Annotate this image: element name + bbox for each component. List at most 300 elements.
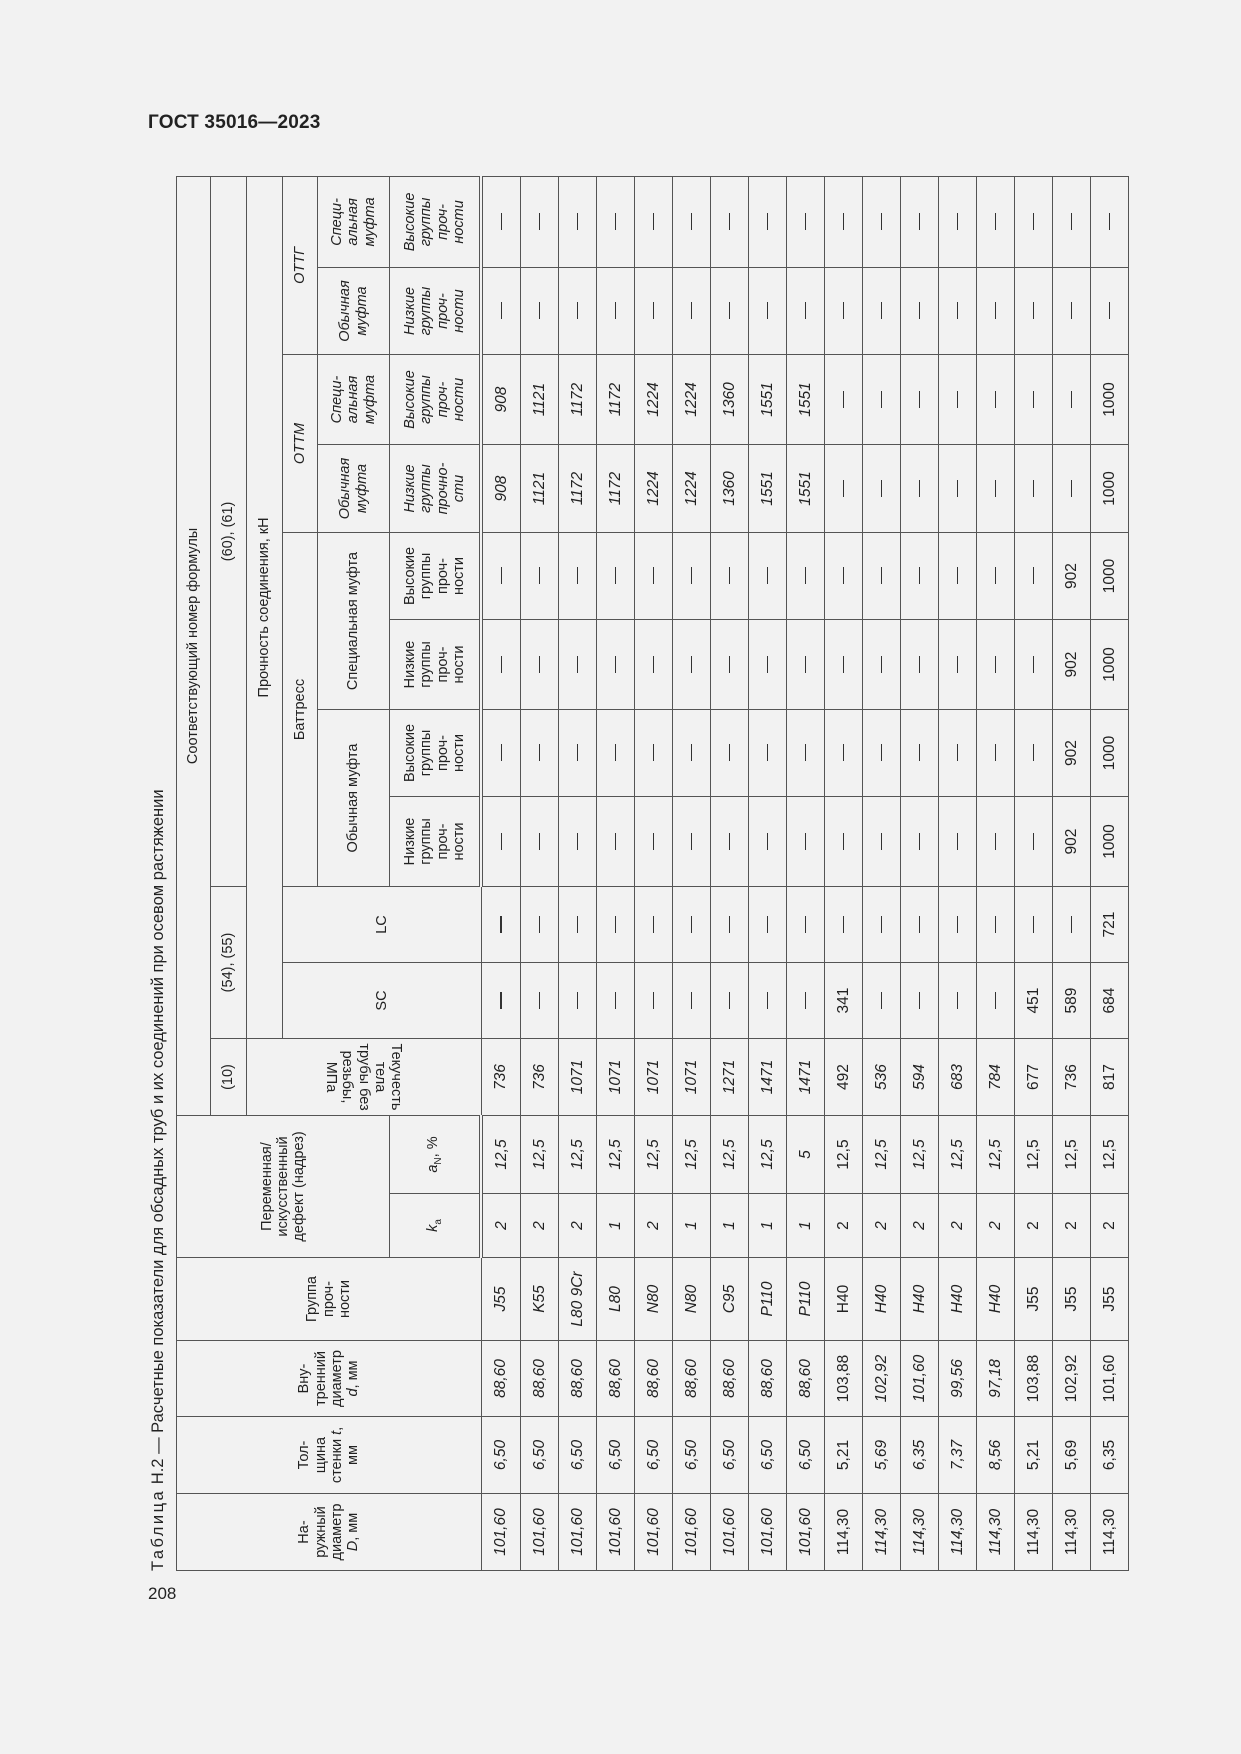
cell-sc xyxy=(863,963,901,1039)
cell-ka: 2 xyxy=(863,1194,901,1258)
dash-mark xyxy=(539,213,541,230)
cell-ottg_reg xyxy=(901,268,939,355)
cell-ottg_spec xyxy=(597,176,635,267)
cell-D: 101,60 xyxy=(787,1494,825,1571)
cell-sc xyxy=(559,963,597,1039)
dash-mark xyxy=(615,213,617,230)
cell-b_spec_low xyxy=(901,620,939,710)
dash-mark xyxy=(995,213,997,230)
header-ottm: ОТТМ xyxy=(283,355,318,533)
cell-sc xyxy=(749,963,787,1039)
cell-aN: 12,5 xyxy=(863,1116,901,1194)
cell-D: 101,60 xyxy=(521,1494,559,1571)
dash-mark xyxy=(1071,391,1073,408)
dash-mark xyxy=(577,745,579,762)
cell-lc xyxy=(901,887,939,963)
cell-b_spec_low xyxy=(749,620,787,710)
cell-sc xyxy=(673,963,711,1039)
cell-group: L80 xyxy=(597,1258,635,1341)
dash-mark xyxy=(729,303,731,320)
cell-b_reg_low xyxy=(673,797,711,887)
dash-mark xyxy=(653,833,655,850)
cell-ottg_spec xyxy=(1015,176,1053,267)
cell-d: 103,88 xyxy=(1015,1341,1053,1417)
dash-mark xyxy=(615,916,617,933)
cell-d: 101,60 xyxy=(1091,1341,1129,1417)
dash-mark xyxy=(500,916,502,933)
dash-mark xyxy=(957,745,959,762)
cell-group: H40 xyxy=(939,1258,977,1341)
cell-yield: 594 xyxy=(901,1039,939,1116)
cell-aN: 12,5 xyxy=(1053,1116,1091,1194)
dash-mark xyxy=(995,992,997,1009)
header-formula-54-55: (54), (55) xyxy=(211,887,247,1039)
dash-mark xyxy=(767,916,769,933)
cell-t: 6,50 xyxy=(597,1417,635,1494)
cell-yield: 536 xyxy=(863,1039,901,1116)
cell-b_reg_low xyxy=(559,797,597,887)
dash-mark xyxy=(653,656,655,673)
cell-b_spec_low xyxy=(977,620,1015,710)
cell-b_reg_low xyxy=(749,797,787,887)
cell-b_spec_low xyxy=(559,620,597,710)
cell-D: 114,30 xyxy=(1091,1494,1129,1571)
cell-t: 6,50 xyxy=(559,1417,597,1494)
caption-label: Таблица xyxy=(149,1488,167,1571)
cell-b_reg_high xyxy=(481,710,521,797)
dash-mark xyxy=(577,656,579,673)
cell-b_spec_low xyxy=(939,620,977,710)
table-row xyxy=(521,176,559,1570)
cell-ottg_spec xyxy=(863,176,901,267)
cell-aN: 12,5 xyxy=(977,1116,1015,1194)
dash-mark xyxy=(1071,480,1073,497)
dash-mark xyxy=(995,480,997,497)
dash-mark xyxy=(501,833,503,850)
cell-d: 88,60 xyxy=(711,1341,749,1417)
dash-mark xyxy=(501,213,503,230)
cell-ka: 2 xyxy=(1053,1194,1091,1258)
cell-b_reg_low: 1000 xyxy=(1091,797,1129,887)
dash-mark xyxy=(843,303,845,320)
cell-b_spec_high xyxy=(977,533,1015,620)
cell-d: 88,60 xyxy=(521,1341,559,1417)
cell-t: 6,50 xyxy=(521,1417,559,1494)
cell-ottg_spec xyxy=(749,176,787,267)
dash-mark xyxy=(881,568,883,585)
dash-mark xyxy=(957,213,959,230)
cell-sc xyxy=(711,963,749,1039)
dash-mark xyxy=(843,745,845,762)
cell-ottg_reg xyxy=(1015,268,1053,355)
dash-mark xyxy=(1033,303,1035,320)
cell-ottg_reg xyxy=(939,268,977,355)
cell-b_spec_high xyxy=(711,533,749,620)
cell-sc xyxy=(901,963,939,1039)
header-sc: SC xyxy=(283,963,482,1039)
cell-t: 6,50 xyxy=(749,1417,787,1494)
dash-mark xyxy=(919,656,921,673)
cell-ka: 1 xyxy=(711,1194,749,1258)
dash-mark xyxy=(805,833,807,850)
cell-group: N80 xyxy=(673,1258,711,1341)
cell-b_reg_high xyxy=(711,710,749,797)
cell-d: 102,92 xyxy=(1053,1341,1091,1417)
dash-mark xyxy=(615,745,617,762)
cell-aN: 12,5 xyxy=(939,1116,977,1194)
cell-yield: 683 xyxy=(939,1039,977,1116)
cell-ottm_spec: 1121 xyxy=(521,355,559,445)
cell-group: H40 xyxy=(901,1258,939,1341)
dash-mark xyxy=(957,480,959,497)
cell-b_spec_low xyxy=(787,620,825,710)
dash-mark xyxy=(919,833,921,850)
cell-aN: 12,5 xyxy=(559,1116,597,1194)
header-outer-diameter: На- ружный диаметр D, мм xyxy=(177,1494,482,1571)
cell-ka: 2 xyxy=(521,1194,559,1258)
cell-ottm_reg xyxy=(1015,445,1053,533)
dash-mark xyxy=(881,745,883,762)
cell-lc xyxy=(787,887,825,963)
cell-ottg_reg xyxy=(711,268,749,355)
dash-mark xyxy=(805,656,807,673)
cell-d: 88,60 xyxy=(749,1341,787,1417)
cell-b_spec_low xyxy=(635,620,673,710)
cell-lc xyxy=(1053,887,1091,963)
dash-mark xyxy=(1033,568,1035,585)
cell-lc: 721 xyxy=(1091,887,1129,963)
dash-mark xyxy=(539,745,541,762)
cell-aN: 12,5 xyxy=(749,1116,787,1194)
cell-b_spec_high xyxy=(481,533,521,620)
cell-ottg_spec xyxy=(1053,176,1091,267)
cell-b_reg_high xyxy=(787,710,825,797)
cell-t: 6,50 xyxy=(481,1417,521,1494)
table-row xyxy=(901,176,939,1570)
cell-b_reg_low xyxy=(597,797,635,887)
cell-ottm_spec: 908 xyxy=(481,355,521,445)
dash-mark xyxy=(691,745,693,762)
dash-mark xyxy=(653,568,655,585)
cell-ka: 1 xyxy=(749,1194,787,1258)
cell-b_reg_low xyxy=(939,797,977,887)
cell-b_spec_low xyxy=(521,620,559,710)
cell-lc xyxy=(521,887,559,963)
dash-mark xyxy=(691,568,693,585)
cell-b_spec_low xyxy=(1015,620,1053,710)
dash-mark xyxy=(1033,745,1035,762)
dash-mark xyxy=(1109,213,1111,230)
cell-lc xyxy=(825,887,863,963)
header-joint-strength: Прочность соединения, кН xyxy=(247,176,283,1038)
dash-mark xyxy=(1033,480,1035,497)
cell-D: 114,30 xyxy=(825,1494,863,1571)
cell-D: 114,30 xyxy=(939,1494,977,1571)
cell-ottm_reg: 1551 xyxy=(787,445,825,533)
dash-mark xyxy=(653,303,655,320)
cell-ottg_reg xyxy=(1053,268,1091,355)
cell-ottg_reg xyxy=(597,268,635,355)
dash-mark xyxy=(957,992,959,1009)
dash-mark xyxy=(995,391,997,408)
cell-aN: 12,5 xyxy=(521,1116,559,1194)
cell-ottm_spec: 1172 xyxy=(597,355,635,445)
cell-sc xyxy=(939,963,977,1039)
dash-mark xyxy=(1033,391,1035,408)
cell-b_reg_high xyxy=(521,710,559,797)
cell-aN: 12,5 xyxy=(481,1116,521,1194)
cell-group: L80 9Cr xyxy=(559,1258,597,1341)
cell-d: 88,60 xyxy=(787,1341,825,1417)
dash-mark xyxy=(843,916,845,933)
dash-mark xyxy=(653,213,655,230)
cell-lc xyxy=(597,887,635,963)
cell-b_reg_high xyxy=(939,710,977,797)
table-row xyxy=(597,176,635,1570)
cell-ottg_reg xyxy=(863,268,901,355)
cell-aN: 12,5 xyxy=(635,1116,673,1194)
cell-aN: 5 xyxy=(787,1116,825,1194)
header-ottg-reg-low: Низкие группы проч- ности xyxy=(390,268,482,355)
dash-mark xyxy=(615,833,617,850)
cell-group: H40 xyxy=(863,1258,901,1341)
cell-ottg_spec xyxy=(481,176,521,267)
dash-mark xyxy=(995,916,997,933)
dash-mark xyxy=(539,568,541,585)
cell-ottm_reg: 1551 xyxy=(749,445,787,533)
dash-mark xyxy=(729,916,731,933)
rotated-table-container xyxy=(176,177,1150,1571)
cell-ottg_reg xyxy=(1091,268,1129,355)
header-ottm-regular: Обычная муфта xyxy=(318,445,390,533)
dash-mark xyxy=(615,992,617,1009)
dash-mark xyxy=(805,213,807,230)
header-wall-thickness: Тол- щина стенки t, мм xyxy=(177,1417,482,1494)
document-standard-title: ГОСТ 35016—2023 xyxy=(148,112,321,133)
cell-D: 101,60 xyxy=(749,1494,787,1571)
cell-D: 114,30 xyxy=(977,1494,1015,1571)
cell-group: P110 xyxy=(749,1258,787,1341)
cell-b_spec_high xyxy=(1015,533,1053,620)
cell-b_spec_high xyxy=(901,533,939,620)
table-row xyxy=(1053,176,1091,1570)
cell-t: 5,21 xyxy=(1015,1417,1053,1494)
cell-d: 97,18 xyxy=(977,1341,1015,1417)
cell-t: 6,35 xyxy=(901,1417,939,1494)
dash-mark xyxy=(691,916,693,933)
dash-mark xyxy=(577,213,579,230)
cell-b_reg_high xyxy=(863,710,901,797)
cell-b_spec_high xyxy=(825,533,863,620)
dash-mark xyxy=(957,916,959,933)
table-row xyxy=(977,176,1015,1570)
dash-mark xyxy=(539,916,541,933)
cell-yield: 1071 xyxy=(597,1039,635,1116)
header-formula-60-61: (60), (61) xyxy=(211,176,247,886)
cell-b_reg_low xyxy=(863,797,901,887)
table-row xyxy=(711,176,749,1570)
cell-b_reg_low xyxy=(1015,797,1053,887)
header-defect: Переменная/ искусственный дефект (надрез) xyxy=(177,1116,390,1258)
dash-mark xyxy=(767,745,769,762)
dash-mark xyxy=(995,303,997,320)
dash-mark xyxy=(843,656,845,673)
header-ottg-regular: Обычная муфта xyxy=(318,268,390,355)
dash-mark xyxy=(881,656,883,673)
page-number: 208 xyxy=(148,1584,177,1603)
dash-mark xyxy=(501,745,503,762)
cell-sc: 341 xyxy=(825,963,863,1039)
cell-ottg_reg xyxy=(673,268,711,355)
dash-mark xyxy=(653,916,655,933)
cell-yield: 1071 xyxy=(635,1039,673,1116)
dash-mark xyxy=(767,303,769,320)
cell-ottg_reg xyxy=(521,268,559,355)
dash-mark xyxy=(957,568,959,585)
header-ottm-special: Специ- альная муфта xyxy=(318,355,390,445)
cell-ottg_reg xyxy=(559,268,597,355)
dash-mark xyxy=(843,480,845,497)
dash-mark xyxy=(881,992,883,1009)
cell-D: 101,60 xyxy=(673,1494,711,1571)
cell-b_reg_low xyxy=(711,797,749,887)
cell-ottg_spec xyxy=(711,176,749,267)
dash-mark xyxy=(881,480,883,497)
dash-mark xyxy=(539,833,541,850)
table-caption xyxy=(146,671,170,1571)
cell-ottm_spec xyxy=(1015,355,1053,445)
cell-aN: 12,5 xyxy=(1015,1116,1053,1194)
cell-b_spec_high xyxy=(749,533,787,620)
cell-yield: 736 xyxy=(481,1039,521,1116)
cell-ottg_spec xyxy=(939,176,977,267)
dash-mark xyxy=(767,213,769,230)
cell-aN: 12,5 xyxy=(711,1116,749,1194)
cell-t: 6,50 xyxy=(787,1417,825,1494)
cell-ottm_reg: 1360 xyxy=(711,445,749,533)
cell-ottg_spec xyxy=(977,176,1015,267)
cell-d: 88,60 xyxy=(481,1341,521,1417)
cell-ottg_spec xyxy=(559,176,597,267)
dash-mark xyxy=(691,656,693,673)
cell-ottm_spec xyxy=(901,355,939,445)
header-formula-10: (10) xyxy=(211,1039,247,1116)
header-b-reg-high: Высокие группы проч- ности xyxy=(390,710,482,797)
cell-ottg_spec xyxy=(673,176,711,267)
cell-t: 6,50 xyxy=(635,1417,673,1494)
cell-ottg_spec xyxy=(825,176,863,267)
header-buttress-regular: Обычная муфта xyxy=(318,710,390,887)
dash-mark xyxy=(615,303,617,320)
cell-lc xyxy=(977,887,1015,963)
cell-b_reg_low xyxy=(521,797,559,887)
cell-ottm_reg xyxy=(939,445,977,533)
dash-mark xyxy=(881,833,883,850)
cell-sc xyxy=(481,963,521,1039)
dash-mark xyxy=(1033,656,1035,673)
dash-mark xyxy=(539,303,541,320)
cell-b_reg_high xyxy=(977,710,1015,797)
table-row xyxy=(787,176,825,1570)
cell-b_spec_low xyxy=(481,620,521,710)
dash-mark xyxy=(995,568,997,585)
cell-b_spec_high xyxy=(521,533,559,620)
dash-mark xyxy=(577,303,579,320)
cell-b_spec_low xyxy=(825,620,863,710)
cell-ottm_spec: 1551 xyxy=(749,355,787,445)
header-strength-group: Группа проч- ности xyxy=(177,1258,482,1341)
dash-mark xyxy=(843,568,845,585)
cell-b_reg_high: 902 xyxy=(1053,710,1091,797)
cell-b_reg_low xyxy=(635,797,673,887)
header-b-spec-low: Низкие группы проч- ности xyxy=(390,620,482,710)
header-b-reg-low: Низкие группы проч- ности xyxy=(390,797,482,887)
cell-ka: 2 xyxy=(825,1194,863,1258)
dash-mark xyxy=(653,745,655,762)
dash-mark xyxy=(957,303,959,320)
dash-mark xyxy=(995,833,997,850)
header-ottm-spec-high: Высокие группы проч- ности xyxy=(390,355,482,445)
cell-group: J55 xyxy=(1053,1258,1091,1341)
cell-d: 101,60 xyxy=(901,1341,939,1417)
cell-ottm_reg xyxy=(1053,445,1091,533)
dash-mark xyxy=(805,992,807,1009)
dash-mark xyxy=(1033,833,1035,850)
cell-aN: 12,5 xyxy=(1091,1116,1129,1194)
dash-mark xyxy=(1071,916,1073,933)
cell-ka: 1 xyxy=(787,1194,825,1258)
cell-b_spec_low xyxy=(673,620,711,710)
cell-aN: 12,5 xyxy=(673,1116,711,1194)
dash-mark xyxy=(881,916,883,933)
cell-t: 8,56 xyxy=(977,1417,1015,1494)
dash-mark xyxy=(729,745,731,762)
cell-group: H40 xyxy=(977,1258,1015,1341)
cell-D: 114,30 xyxy=(863,1494,901,1571)
cell-t: 7,37 xyxy=(939,1417,977,1494)
cell-group: K55 xyxy=(521,1258,559,1341)
cell-b_reg_high xyxy=(825,710,863,797)
cell-b_reg_high xyxy=(559,710,597,797)
cell-yield: 1471 xyxy=(787,1039,825,1116)
dash-mark xyxy=(691,992,693,1009)
cell-ka: 2 xyxy=(635,1194,673,1258)
cell-ottg_reg xyxy=(787,268,825,355)
cell-b_spec_high: 902 xyxy=(1053,533,1091,620)
header-ottg-spec-high: Высокие группы проч- ности xyxy=(390,176,482,267)
cell-ottm_reg: 1224 xyxy=(635,445,673,533)
header-yield-strength: Текучесть тела трубы без резьбы, МПа xyxy=(247,1039,482,1116)
cell-ottg_reg xyxy=(825,268,863,355)
cell-ottm_spec xyxy=(977,355,1015,445)
cell-ottg_reg xyxy=(749,268,787,355)
dash-mark xyxy=(843,213,845,230)
cell-b_reg_high xyxy=(635,710,673,797)
dash-mark xyxy=(919,480,921,497)
cell-yield: 1471 xyxy=(749,1039,787,1116)
dash-mark xyxy=(957,656,959,673)
cell-ottm_reg: 1121 xyxy=(521,445,559,533)
cell-t: 6,35 xyxy=(1091,1417,1129,1494)
cell-sc xyxy=(597,963,635,1039)
cell-d: 99,56 xyxy=(939,1341,977,1417)
header-ottm-reg-low: Низкие группы прочно- сти xyxy=(390,445,482,533)
dash-mark xyxy=(919,391,921,408)
cell-ottm_spec: 1172 xyxy=(559,355,597,445)
cell-ottg_spec xyxy=(787,176,825,267)
cell-D: 101,60 xyxy=(559,1494,597,1571)
dash-mark xyxy=(729,656,731,673)
